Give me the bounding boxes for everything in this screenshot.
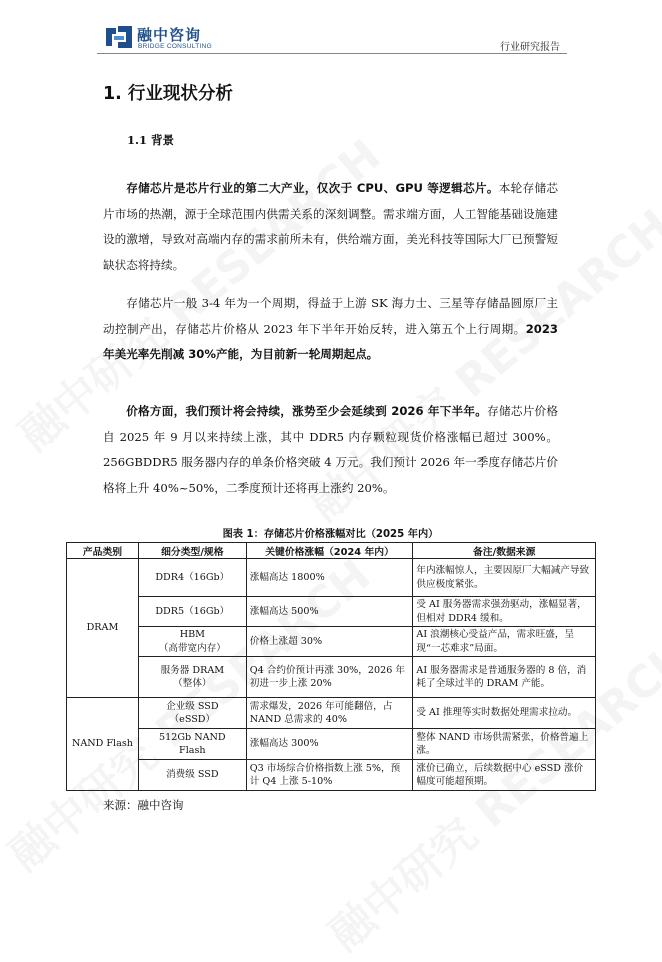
paragraph-highlight: 存储芯片是芯片行业的第二大产业，仅次于 CPU、GPU 等逻辑芯片。 xyxy=(126,181,499,195)
price-change-cell: 需求爆发，2026 年可能翻倍，占 NAND 总需求的 40% xyxy=(246,698,413,729)
type-cell: HBM （高带宽内存） xyxy=(138,627,246,657)
note-cell: 涨价已确立，后续数据中心 eSSD 涨价幅度可能超预期。 xyxy=(413,760,596,791)
product-category-cell: DRAM xyxy=(67,559,139,698)
type-cell: 消费级 SSD xyxy=(138,760,246,791)
note-cell: 整体 NAND 市场供需紧张，价格普遍上涨。 xyxy=(413,729,596,760)
table-row xyxy=(67,698,596,729)
type-cell: 服务器 DRAM （整体） xyxy=(138,657,246,698)
table-header-row xyxy=(67,543,596,559)
note-cell: 受 AI 服务器需求强劲驱动，涨幅显著，但相对 DDR4 缓和。 xyxy=(413,597,596,627)
table-row xyxy=(67,657,596,698)
header-divider xyxy=(97,53,567,54)
price-change-cell: 涨幅高达 1800% xyxy=(246,559,413,597)
column-header: 关键价格涨幅（2024 年内） xyxy=(246,543,413,559)
note-cell: 年内涨幅惊人，主要因原厂大幅减产导致供应极度紧张。 xyxy=(413,559,596,597)
paragraph-text: 本轮存储芯片市场的热潮，源于全球范围内供需关系的深刻调整。需求端方面，人工智能基础设施建设的激增，导致对高端内存的需求前所未有，供给端方面，美光科技等国际大厂已预警短缺状态将持续。 xyxy=(103,181,558,272)
paragraph-price xyxy=(103,399,558,501)
report-type-label: 行业研究报告 xyxy=(500,42,560,53)
section-heading: 1. 行业现状分析 xyxy=(103,84,233,104)
table-row xyxy=(67,729,596,760)
type-cell: DDR5（16Gb） xyxy=(138,597,246,627)
type-cell: DDR4（16Gb） xyxy=(138,559,246,597)
company-logo xyxy=(104,24,216,52)
column-header: 产品类别 xyxy=(67,543,139,559)
table-row xyxy=(67,597,596,627)
paragraph-highlight: 价格方面，我们预计将会持续，涨势至少会延续到 2026 年下半年。 xyxy=(126,404,488,418)
column-header: 备注/数据来源 xyxy=(413,543,596,559)
table-row xyxy=(67,559,596,597)
table-row xyxy=(67,627,596,657)
paragraph-text: 存储芯片价格自 2025 年 9 月以来持续上涨，其中 DDR5 内存颗粒现货价格涨幅已超过 300%。256GBDDR5 服务器内存的单条价格突破 4 万元。我们预计 2026 年一季度存储芯片价格将上升 40%~50%，二季度预计还将再上涨约 20%。 xyxy=(103,404,558,495)
logo-chinese-name: 融中咨询 xyxy=(137,26,202,44)
type-cell: 企业级 SSD （eSSD） xyxy=(138,698,246,729)
price-change-cell: 涨幅高达 500% xyxy=(246,597,413,627)
logo-english-name: BRIDGE CONSULTING xyxy=(138,43,212,50)
column-header: 细分类型/规格 xyxy=(138,543,246,559)
price-change-cell: Q3 市场综合价格指数上涨 5%，预计 Q4 上涨 5-10% xyxy=(246,760,413,791)
logo-mark-icon xyxy=(104,24,134,50)
price-change-cell: 价格上涨超 30% xyxy=(246,627,413,657)
subsection-heading: 1.1 背景 xyxy=(127,133,175,147)
paragraph-background xyxy=(103,176,558,278)
table-title: 图表 1：存储芯片价格涨幅对比（2025 年内） xyxy=(222,529,439,540)
price-change-cell: 涨幅高达 300% xyxy=(246,729,413,760)
note-cell: AI 服务器需求是普通服务器的 8 倍，消耗了全球过半的 DRAM 产能。 xyxy=(413,657,596,698)
note-cell: AI 浪潮核心受益产品，需求旺盛，呈现“一芯难求”局面。 xyxy=(413,627,596,657)
paragraph-highlight: 2023 年美光率先削减 30%产能，为目前新一轮周期起点。 xyxy=(103,321,558,361)
table-row xyxy=(67,760,596,791)
source-note: 来源：融中咨询 xyxy=(103,798,184,812)
paragraph-cycle xyxy=(103,291,558,368)
paragraph-text: 存储芯片一般 3-4 年为一个周期，得益于上游 SK 海力士、三星等存储晶圆原厂主动控制产出，存储芯片价格从 2023 年下半年开始反转，进入第五个上行周期。 xyxy=(103,296,558,336)
price-change-table xyxy=(66,542,596,791)
type-cell: 512Gb NAND Flash xyxy=(138,729,246,760)
price-change-cell: Q4 合约价预计再涨 30%，2026 年初进一步上涨 20% xyxy=(246,657,413,698)
product-category-cell: NAND Flash xyxy=(67,698,139,791)
note-cell: 受 AI 推理等实时数据处理需求拉动。 xyxy=(413,698,596,729)
